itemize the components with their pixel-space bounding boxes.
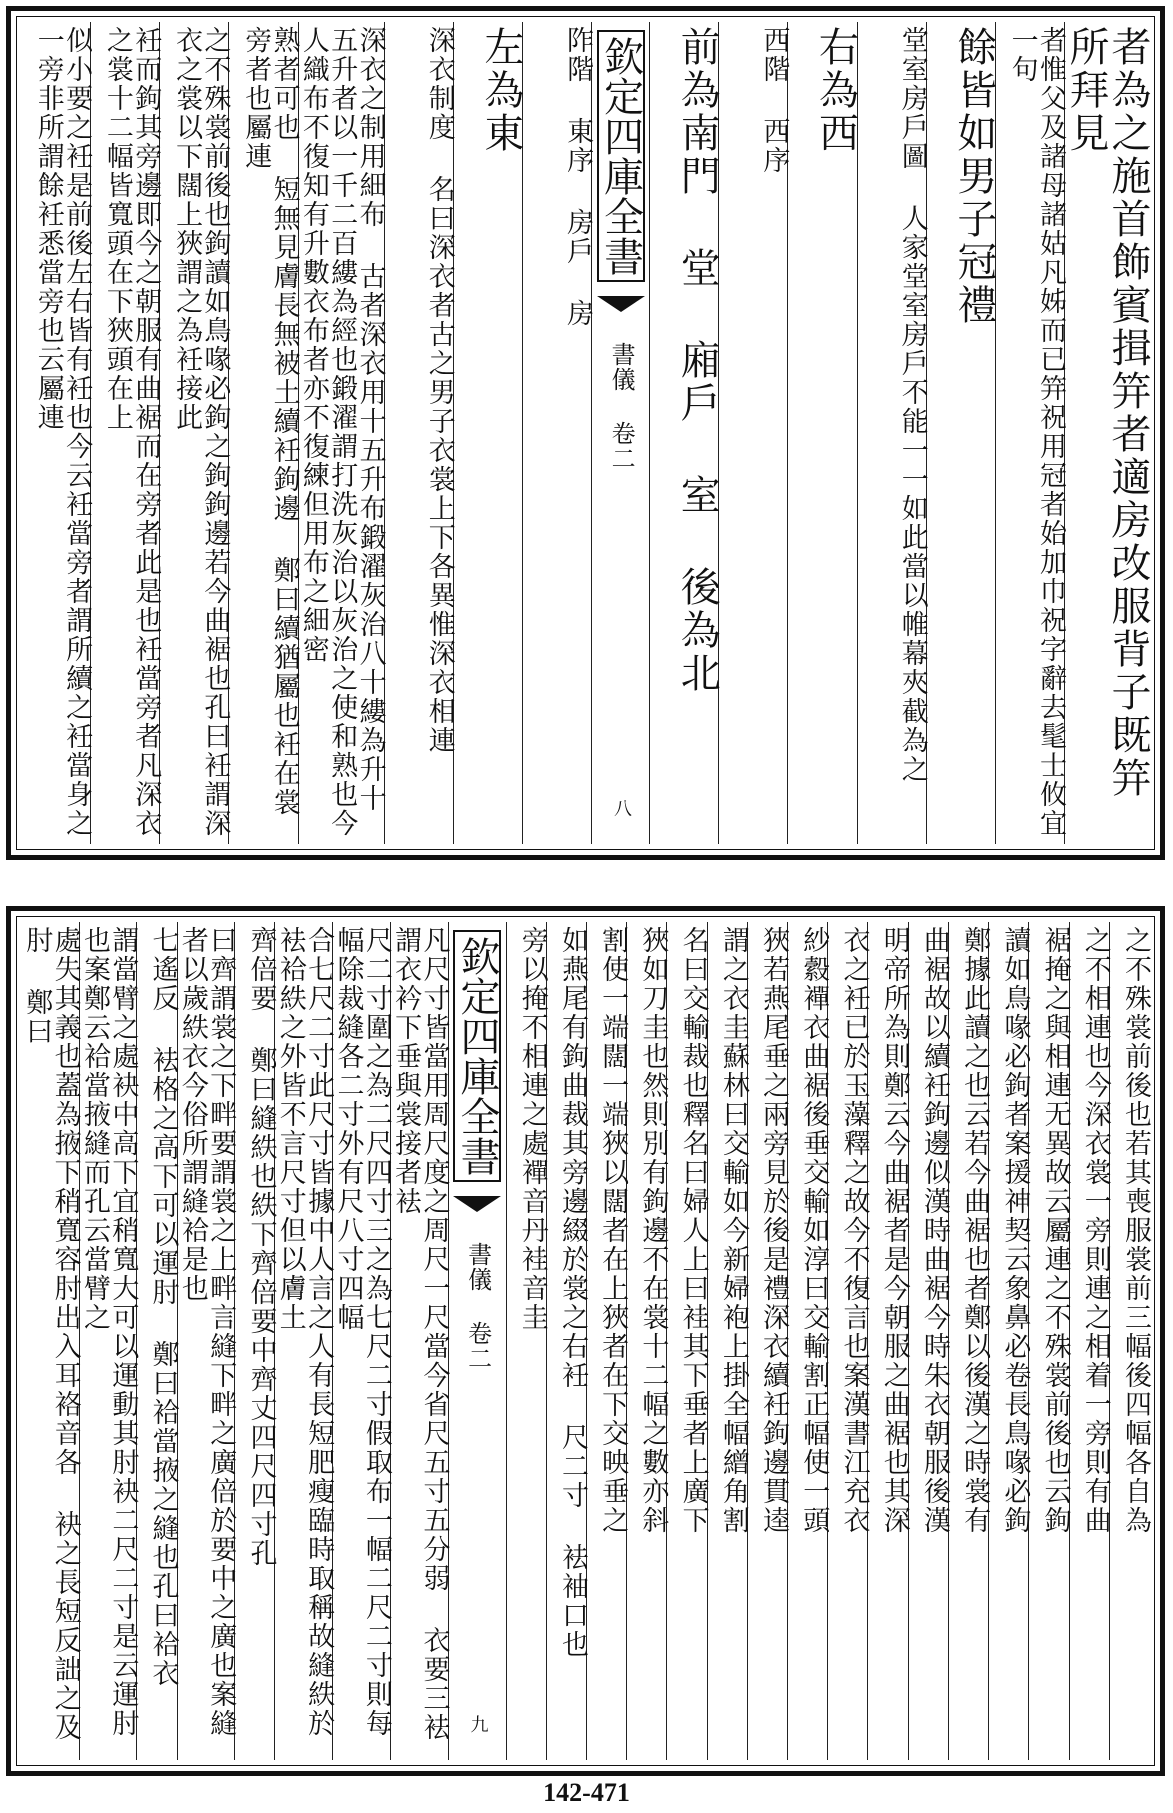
text-column: 七遙反 袪格之高下可以運肘 鄭曰袷當掖之縫也孔曰袷衣: [136, 922, 176, 1760]
text-column: 裾掩之與相連无異故云屬連之不殊裳前後也云鉤: [1028, 922, 1068, 1760]
fish-tail-mark: [597, 296, 645, 312]
center-margin: [591, 22, 649, 844]
text-column: 似小要之衽是前後左右皆有衽也今云衽當旁者謂所續之衽當身之一旁非所謂餘衽悉當旁也云屬連: [32, 26, 93, 838]
text-column: 曰齊謂裳之下畔要謂裳之上畔言縫下畔之廣倍於要中之廣也案縫者以歲紩衣今俗所謂縫袷是也: [177, 922, 235, 1760]
diagram-east-label: 左為東: [453, 22, 522, 844]
text-column: 餘皆如男子冠禮: [926, 22, 995, 844]
page-number: 142-471: [543, 1778, 630, 1807]
text-column: 鄭據此讀之也云若今曲裾也者鄭以後漢之時裳有: [948, 922, 988, 1760]
book-volume: 書儀 卷二: [607, 342, 636, 471]
text-column: 者惟父及諸母諸姑凡姊而已笄祝用冠者始加巾祝字辭去髦士攸宜一句: [995, 22, 1064, 844]
text-column: 之不殊裳前後也鉤讀如鳥喙必鉤之鉤鉤邊若今曲裾也孔曰衽謂深衣之裳以下闊上狹謂之為衽接此: [159, 22, 228, 844]
text-column: 衽而鉤其旁邊即今之朝服有曲裾而在旁者此是也衽當旁者凡深衣之裳十二幅皆寬頭在下狹頭在上: [90, 22, 159, 844]
diagram-hall-column: 前為南門 堂 廂戶 室 後為北: [649, 22, 718, 844]
text-column: 合七尺二寸此尺寸皆據中人言之人有長短肥瘦臨時取稱故縫紩於袪袷紩之外皆不言尺寸但以膚土: [274, 922, 332, 1760]
top-columns: [22, 22, 1149, 844]
text-column: 狹如刀圭也然則別有鉤邊不在裳十二幅之數亦斜: [626, 922, 666, 1760]
folio-number: 八: [611, 799, 632, 820]
text-column: 曲裾故以續衽鉤邊似漢時曲裾今時朱衣朝服後漢: [908, 922, 948, 1760]
text-column: 紗縠襌衣曲裾後垂交輸如淳曰交輸割正幅使一頭: [787, 922, 827, 1760]
text-column: 者為之施首飾賓揖笄者適房改服背子既笄所拜見: [1064, 22, 1149, 844]
text-column: 熟者可也 短無見膚長無被土續衽鉤邊 鄭曰續猶屬也衽在裳旁者也屬連: [228, 22, 297, 844]
diagram-east-steps: 阼階 東序 房戶 房: [522, 22, 591, 844]
section-heading-column: 深衣制度 名曰深衣者古之男子衣裳上下各異惟深衣相連: [384, 22, 453, 844]
text-column: 齊倍要 鄭曰縫紩也紩下齊倍要中齊丈四尺四寸孔: [234, 922, 274, 1760]
text-column: 深衣之制用細布 古者深衣用十五升布鍛濯灰治八十縷為升十五升者以一千二百縷為經也鍛濯謂打洗灰治以灰治之使和熟也今人織布不復知有升數衣布者亦不復練但用布之細密: [298, 22, 384, 844]
book-title: 欽定四庫全書: [597, 30, 645, 282]
text-column: 割使一端闊一端狹以闊者在上狹者在下交映垂之: [586, 922, 626, 1760]
book-volume: 書儀 卷二: [463, 1242, 492, 1371]
bottom-page-panel: [6, 906, 1165, 1776]
diagram-west-label: 右為西: [787, 22, 856, 844]
text-column: 之不殊裳前後也若其喪服裳前三幅後四幅各自為: [1109, 922, 1149, 1760]
text-column: 名曰交輸裁也釋名曰婦人上曰袿其下垂者上廣下: [666, 922, 706, 1760]
text-column: 謂之衣圭蘇林曰交輸如今新婦袍上掛全幅繒角割: [707, 922, 747, 1760]
fish-tail-mark: [453, 1196, 501, 1212]
text-column: 衣之衽已於玉藻釋之故今不復言也案漢書江充衣: [827, 922, 867, 1760]
text-column: 尺二寸圍之為二尺四寸三之為七尺二寸假取布一幅二尺二寸則每幅除裁縫各二寸外有尺八寸四幅: [332, 922, 390, 1760]
diagram-west-steps: 西階 西序: [718, 22, 787, 844]
text-column: 明帝所為則鄭云今曲裾者是今朝服之曲裾也其深: [867, 922, 907, 1760]
text-column: 旁以掩不相連之處襌音丹袿音圭: [506, 922, 546, 1760]
text-column: 讀如鳥喙必鉤者案援神契云象鼻必卷長鳥喙必鉤: [988, 922, 1028, 1760]
text-column: 謂當臂之處袂中高下宜稍寬大可以運動其肘袂二尺二寸是云運肘也案鄭云袷當掖縫而孔云當臂之: [79, 922, 137, 1760]
book-title: 欽定四庫全書: [453, 930, 501, 1182]
text-column: 狹若燕尾垂之兩旁見於後是禮深衣續衽鉤邊貫逵: [747, 922, 787, 1760]
folio-number: 九: [467, 1715, 489, 1736]
top-page-panel: [6, 6, 1165, 860]
center-margin: [448, 922, 506, 1760]
text-column: 如燕尾有鉤曲裁其旁邊綴於裳之右衽 尺二寸 袪袖口也: [546, 922, 586, 1760]
text-column: 之不相連也今深衣裳一旁則連之相着一旁則有曲: [1069, 922, 1109, 1760]
text-column: 處失其義也蓋為掖下稍寬容肘出入耳袼音各 袂之長短反詘之及肘 鄭曰: [21, 926, 81, 1742]
text-column: 凡尺寸皆當用周尺度之周尺一尺當今省尺五寸五分弱 衣要三袪 謂衣衿下垂與裳接者袪: [390, 922, 448, 1760]
bottom-columns: [22, 922, 1149, 1760]
diagram-title-column: 堂室房戶圖 人家堂室房戶不能一一如此當以帷幕夾截為之: [857, 22, 926, 844]
